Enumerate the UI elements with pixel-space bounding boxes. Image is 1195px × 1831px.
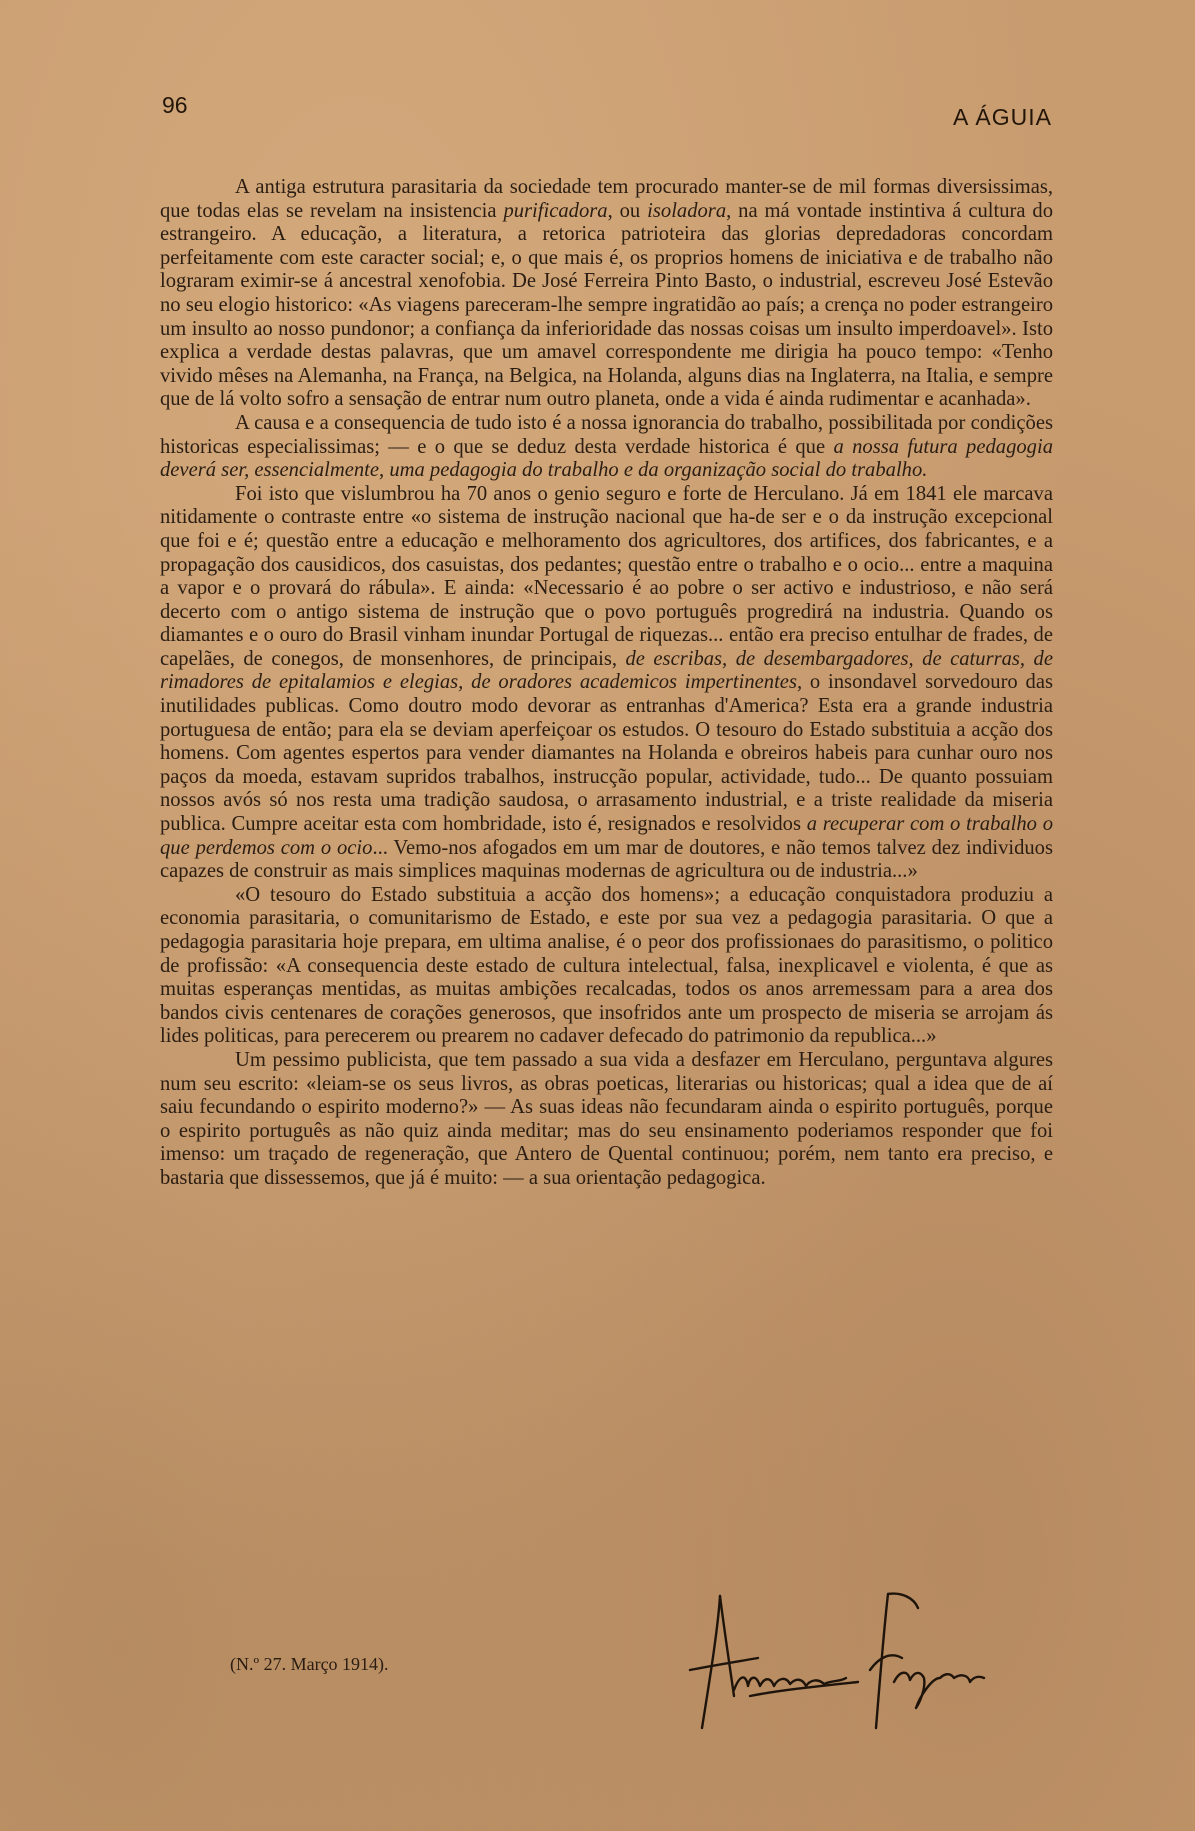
italic-text: isoladora <box>647 199 727 222</box>
running-title: A ÁGUIA <box>952 104 1052 130</box>
italic-text: a nossa futura pedagogia deverá ser, essencialmente, uma pedagogia do trabalho e da organização social do trabalho. <box>160 435 1053 482</box>
paragraph-text: A causa e a consequencia de tudo isto é a nossa ignorancia do trabalho, possibilitada por condições historicas especialissimas; — e o que se deduz desta verdade historica é que <box>160 411 1053 458</box>
article-paragraph <box>160 412 1053 483</box>
page-header <box>162 92 1052 132</box>
handwritten-signature <box>680 1578 1010 1738</box>
page-number: 96 <box>162 92 188 118</box>
article-paragraph <box>160 884 1053 1049</box>
article-paragraph <box>160 176 1053 412</box>
paragraph-text: Um pessimo publicista, que tem passado a sua vida a desfazer em Herculano, perguntava algures num seu escrito: «leiam-se os seus livros, as obras poeticas, literarias ou historicas; qual a idea que de aí saiu fecundando o espirito moderno?» — As suas ideas não fecundaram ainda o espirito português, porque o espirito português as não quiz ainda meditar; mas do seu ensinamento poderiamos responder que foi imenso: um traçado de regeneração, que Antero de Quental continuou; porém, nem tanto era preciso, e bastaria que dissessemos, que já é muito: — a sua orientação pedagogica. <box>160 1048 1053 1189</box>
italic-text: purificadora <box>503 199 608 222</box>
paragraph-text: , na má vontade instintiva á cultura do estrangeiro. A educação, a literatura, a retorica patrioteira das glorias depredadoras concordam perfeitamente com este caracter social; e, o que mais é, os proprios homens de iniciativa e de trabalho não lograram eximir-se á ancestral xenofobia. De José Ferreira Pinto Basto, o industrial, escreveu José Estevão no seu elogio historico: «As viagens pareceram-lhe sempre ingratidão ao país; a crença no poder estrangeiro um insulto ao nosso pundonor; a confiança da inferioridade das nossas coisas um insulto imperdoavel». Isto explica a verdade destas palavras, que um amavel correspondente me dirigia ha pouco tempo: «Tenho vivido mêses na Alemanha, na França, na Belgica, na Holanda, alguns dias na Inglaterra, na Italia, e sempre que de lá volto sofro a sensação de entrar num outro planeta, onde a vida é ainda rudimentar e acanhada». <box>160 199 1054 411</box>
paragraph-text: o insondavel sorvedouro das inutilidades publicas. Como doutro modo devorar as entranhas d'America? Esta era a grande industria portuguesa de então; para ela se deviam aperfeiçoar os estudos. O tesouro do Estado substituia a acção dos homens. Com agentes espertos para vender diamantes na Holanda e obreiros habeis para cunhar ouro nos paços da moeda, estavam supridos trabalhos, instrucção popular, actividade, tudo... De quanto possuiam nossos avós só nos resta uma tradição saudosa, o arrasamento industrial, e a triste realidade da miseria publica. Cumpre aceitar esta com hombridade, isto é, resignados e resolvidos <box>160 671 1053 836</box>
article-paragraph <box>160 483 1053 884</box>
italic-text: de escribas, de desembargadores, de caturras, de rimadores de epitalamios e elegias, de oradores academicos impertinentes, <box>160 647 1053 694</box>
paragraph-text: , ou <box>607 199 648 222</box>
article-footer <box>160 1598 1053 1768</box>
publication-note: (N.º 27. Março 1914). <box>230 1654 389 1674</box>
paragraph-text: A antiga estrutura parasitaria da sociedade tem procurado manter-se de mil formas diversissimas, que todas elas se revelam na insistencia <box>160 176 1053 222</box>
paragraph-text: Foi isto que vislumbrou ha 70 anos o genio seguro e forte de Herculano. Já em 1841 ele marcava nitidamente o contraste entre «o sistema de instrução nacional que ha-de ser e o da instrução excepcional que foi e é; questão entre a educação e melhoramento dos agricultores, dos artifices, dos fabricantes, e a propagação dos causidicos, dos casuistas, dos pedantes; questão entre o trabalho e o ocio... entre a maquina a vapor e o provará do rábula». E ainda: «Necessario é ao pobre o ser activo e industrioso, e não será decerto com o antigo sistema de instrução que o povo português progredirá na industria. Quando os diamantes e o ouro do Brasil vinham inundar Portugal de riquezas... então era preciso entulhar de frades, de capelães, de conegos, de monsenhores, de principais, <box>160 482 1053 670</box>
italic-text: a recuperar com o trabalho o que perdemos com o ocio <box>160 813 1053 859</box>
paragraph-text: ... Vemo-nos afogados em um mar de doutores, e não temos talvez dez individuos capazes de construir as mais simplices maquinas modernas de agricultura ou de industria...» <box>160 836 1053 883</box>
article-body <box>160 176 1053 1191</box>
article-paragraph <box>160 1049 1053 1191</box>
paragraph-text: «O tesouro do Estado substituia a acção dos homens»; a educação conquistadora produziu a economia parasitaria, o comunitarismo de Estado, e este por sua vez a pedagogia parasitaria. O que a pedagogia parasitaria hoje prepara, em ultima analise, é o peor dos profissionaes do parasitismo, o politico de profissão: «A consequencia deste estado de cultura intelectual, falsa, inexplicavel e violenta, é que as muitas esperanças mentidas, as muitas ambições recalcadas, todos os anos arremessam para a area dos bandos civis centenares de corações generosos, que insofridos ante um prospecto de miseria se arrojam ás lides politicas, para perecerem ou prearem no cadaver defecado do patrimonio da republica...» <box>160 883 1053 1048</box>
